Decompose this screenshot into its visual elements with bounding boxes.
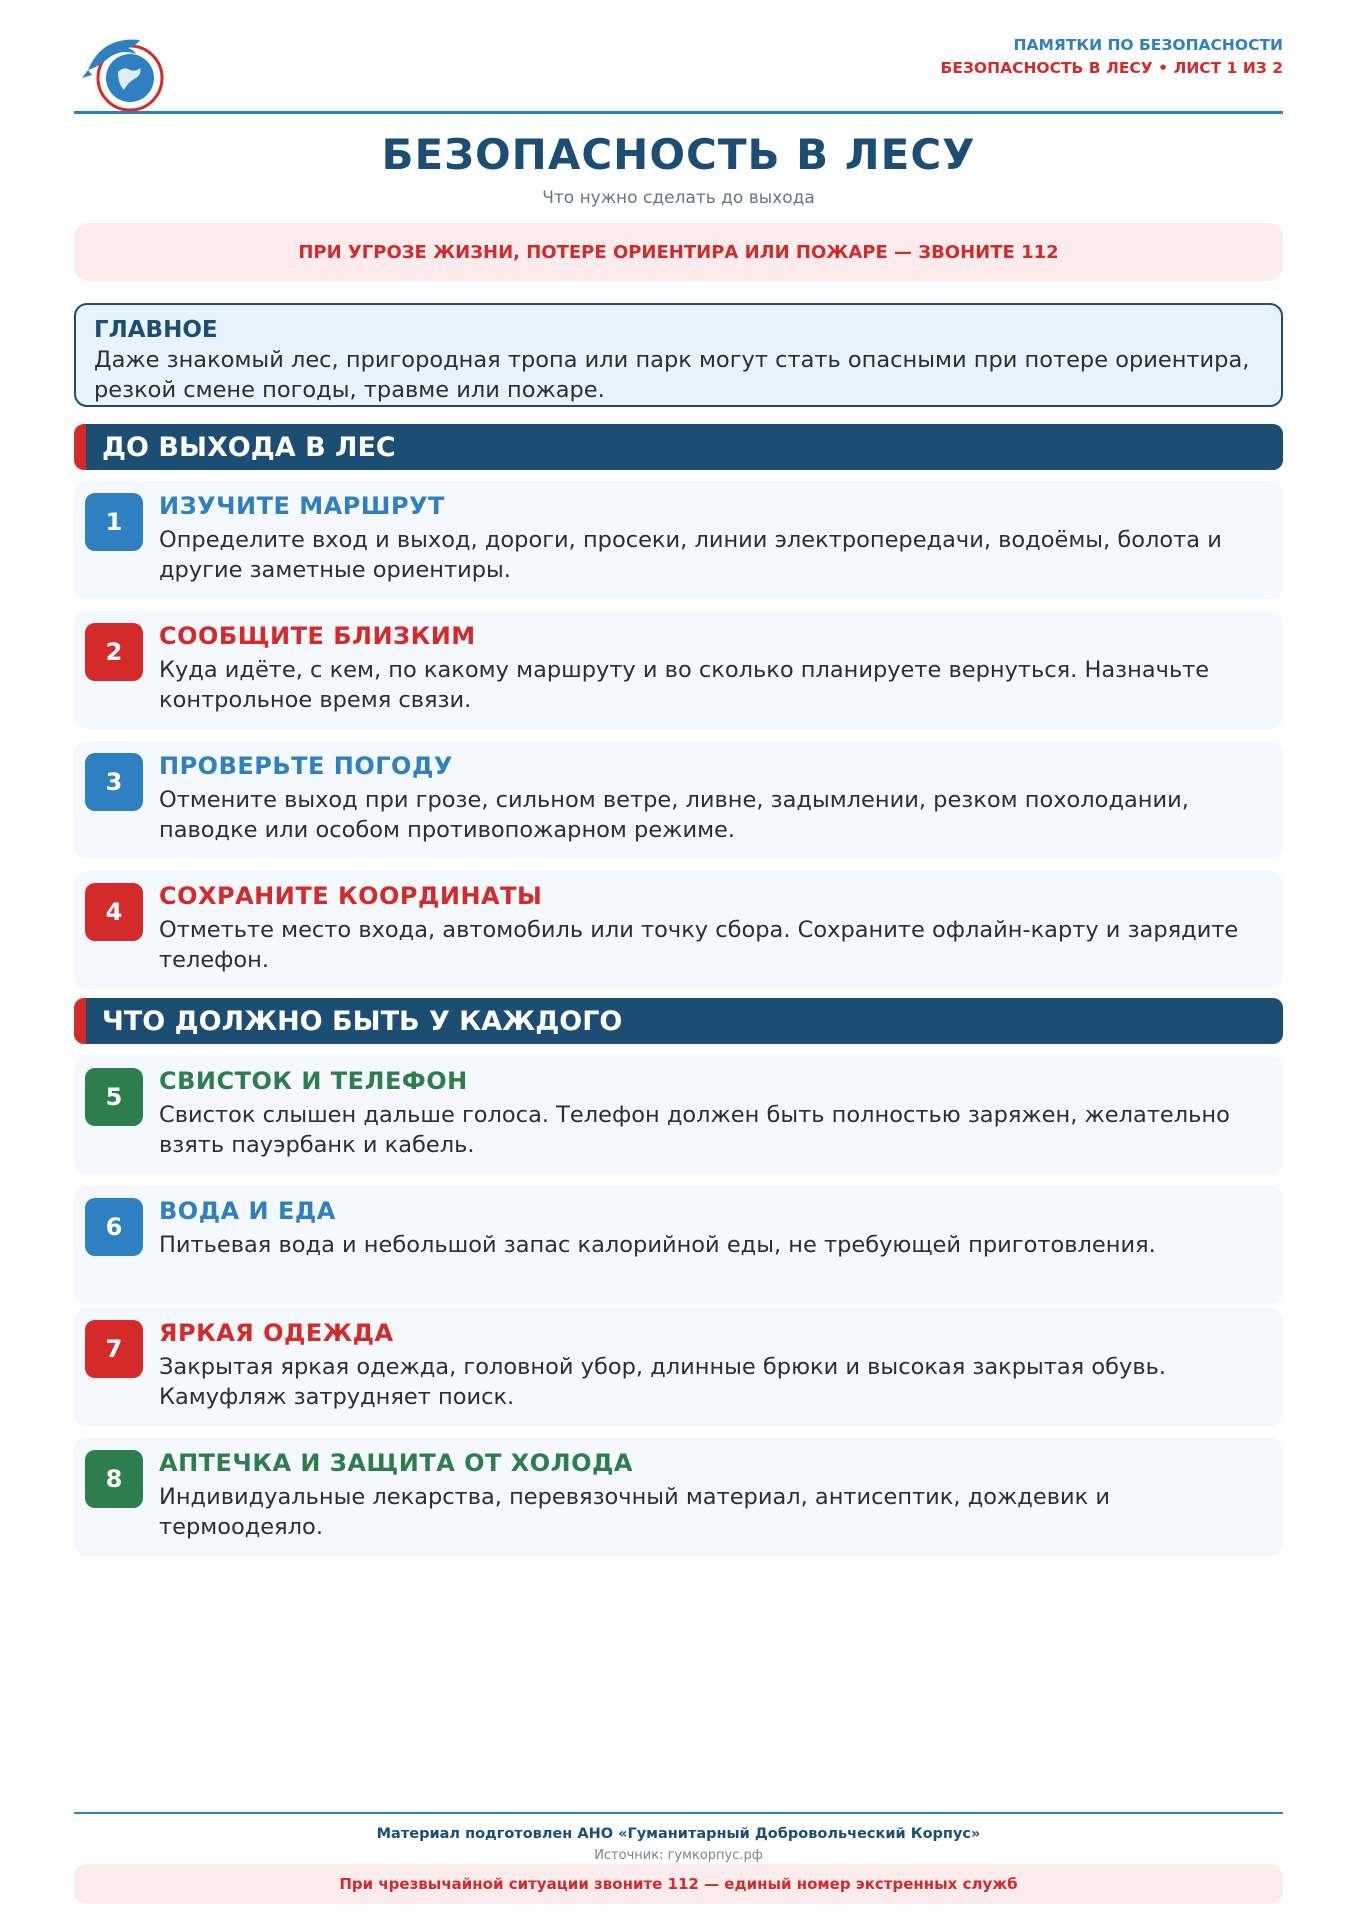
item-text: Отмените выход при грозе, сильном ветре, ливне, задымлении, резком похолодании, паводке или особом противопожарном режиме. — [159, 787, 1189, 843]
item-number-badge: 1 — [85, 493, 143, 551]
item-number-badge: 6 — [85, 1198, 143, 1256]
footer-divider — [74, 1812, 1283, 1814]
list-item — [74, 1308, 1283, 1426]
list-item — [74, 1438, 1283, 1556]
header-divider — [74, 111, 1283, 114]
item-text: Куда идёте, с кем, по какому маршруту и во сколько планируете вернуться. Назначьте контрольное время связи. — [159, 657, 1210, 713]
item-number-badge: 5 — [85, 1068, 143, 1126]
list-item — [74, 871, 1283, 989]
footer-emergency-banner: При чрезвычайной ситуации звоните 112 — единый номер экстренных служб — [74, 1864, 1283, 1904]
item-title: ИЗУЧИТЕ МАРШРУТ — [159, 492, 445, 520]
item-title: СООБЩИТЕ БЛИЗКИМ — [159, 622, 476, 650]
sheet-label: БЕЗОПАСНОСТЬ В ЛЕСУ • ЛИСТ 1 ИЗ 2 — [940, 59, 1283, 77]
key-point-title: ГЛАВНОЕ — [94, 317, 218, 343]
item-text: Питьевая вода и небольшой запас калорийной еды, не требующей приготовления. — [159, 1232, 1156, 1258]
series-label: ПАМЯТКИ ПО БЕЗОПАСНОСТИ — [1013, 36, 1283, 54]
list-item — [74, 741, 1283, 859]
item-text: Закрытая яркая одежда, головной убор, длинные брюки и высокая закрытая обувь. Камуфляж затрудняет поиск. — [159, 1354, 1166, 1410]
item-text: Определите вход и выход, дороги, просеки, линии электропередачи, водоёмы, болота и другие заметные ориентиры. — [159, 527, 1222, 583]
footer-source: Источник: гумкорпус.рф — [594, 1848, 763, 1863]
item-title: ПРОВЕРЬТЕ ПОГОДУ — [159, 752, 453, 780]
item-title: ВОДА И ЕДА — [159, 1197, 336, 1225]
key-point-box — [74, 303, 1283, 407]
list-item — [74, 481, 1283, 599]
item-title: АПТЕЧКА И ЗАЩИТА ОТ ХОЛОДА — [159, 1449, 633, 1477]
key-point-text: Даже знакомый лес, пригородная тропа или парк могут стать опасными при потере ориентира, резкой смене погоды, травме или пожаре. — [94, 347, 1250, 403]
list-item — [74, 1186, 1283, 1304]
item-text: Свисток слышен дальше голоса. Телефон должен быть полностью заряжен, желательно взять пауэрбанк и кабель. — [159, 1102, 1230, 1158]
page-title: БЕЗОПАСНОСТЬ В ЛЕСУ — [381, 130, 976, 179]
item-number-badge: 4 — [85, 883, 143, 941]
item-number-badge: 2 — [85, 623, 143, 681]
section-header-essentials: ЧТО ДОЛЖНО БЫТЬ У КАЖДОГО — [74, 998, 1283, 1044]
item-title: СОХРАНИТЕ КООРДИНАТЫ — [159, 882, 543, 910]
emergency-alert-banner: ПРИ УГРОЗЕ ЖИЗНИ, ПОТЕРЕ ОРИЕНТИРА ИЛИ ПОЖАРЕ — ЗВОНИТЕ 112 — [74, 223, 1283, 281]
item-title: ЯРКАЯ ОДЕЖДА — [159, 1319, 394, 1347]
footer-prepared-by: Материал подготовлен АНО «Гуманитарный Добровольческий Корпус» — [376, 1826, 981, 1842]
item-text: Отметьте место входа, автомобиль или точку сбора. Сохраните офлайн-карту и зарядите телефон. — [159, 917, 1239, 973]
section-header-before-trip: ДО ВЫХОДА В ЛЕС — [74, 424, 1283, 470]
item-text: Индивидуальные лекарства, перевязочный материал, антисептик, дождевик и термоодеяло. — [159, 1484, 1110, 1540]
page-subtitle: Что нужно сделать до выхода — [542, 188, 815, 208]
item-title: СВИСТОК И ТЕЛЕФОН — [159, 1067, 468, 1095]
dolphin-globe-logo-icon — [80, 28, 168, 116]
item-number-badge: 7 — [85, 1320, 143, 1378]
item-number-badge: 3 — [85, 753, 143, 811]
item-number-badge: 8 — [85, 1450, 143, 1508]
header-labels — [941, 34, 1283, 80]
list-item — [74, 1056, 1283, 1174]
list-item — [74, 611, 1283, 729]
